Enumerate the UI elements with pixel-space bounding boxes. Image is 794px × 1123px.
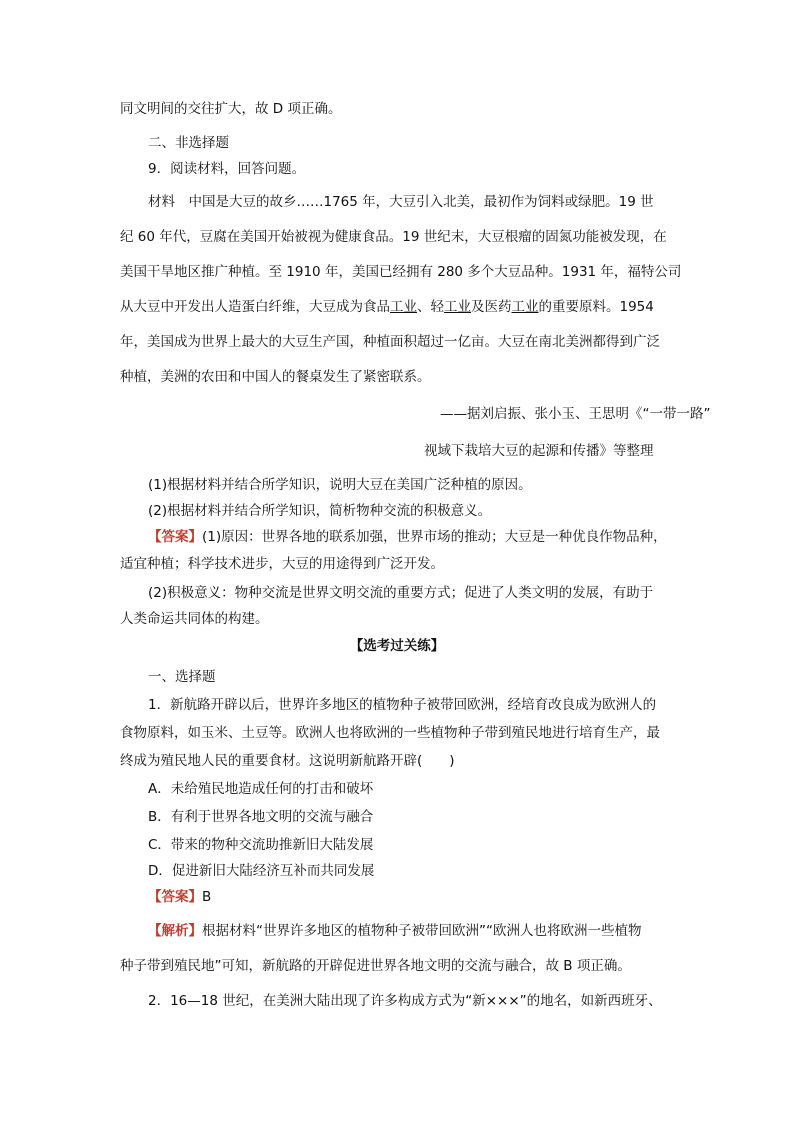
question-1-line-1: 1．新航路开辟以后，世界许多地区的植物种子被带回欧洲，经培育改良成为欧洲人的 [148,697,657,713]
material-line-3: 美国干旱地区推广种植。至 1910 年，美国已经拥有 280 多个大豆品种。1931 年，福特公司 [120,264,682,280]
option-c: C．带来的物种交流助推新旧大陆发展 [148,837,374,853]
answer-text-1: (1)原因：世界各地的联系加强，世界市场的推动；大豆是一种优良作物品种， [202,529,667,545]
question-1-line-2: 食物原料，如玉米、土豆等。欧洲人也将欧洲的一些植物种子带到殖民地进行培育生产，最 [120,725,660,741]
citation-line-2: 视域下栽培大豆的起源和传播》等整理 [424,443,654,459]
answer-line-1 [148,528,667,546]
citation-line-1: ——据刘启振、张小玉、王思明《“一带一路” [440,406,711,422]
answer-1-line [148,888,211,906]
answer-tag: 【答案】 [148,529,202,545]
analysis-line-1 [148,922,641,940]
question-9-stem: 9．阅读材料，回答问题。 [148,161,306,177]
section-heading-choice: 一、选择题 [148,669,216,685]
material-line-6: 种植，美洲的农田和中国人的餐桌发生了紧密联系。 [120,369,431,385]
answer-1-value: B [202,889,212,905]
analysis-tag: 【解析】 [148,923,202,939]
section-title-practice: 【选考过关练】 [349,638,445,654]
analysis-text-1: 根据材料“世界许多地区的植物种子被带回欧洲”“欧洲人也将欧洲一些植物 [202,923,642,939]
material-line-4-u3: 工业 [511,299,539,315]
material-line-4-a: 从大豆中开发出人造蛋白纤维，大豆成为食品 [120,299,390,315]
material-line-4-d: 的重要原料。1954 [538,299,654,315]
question-2-line-1: 2．16—18 世纪，在美洲大陆出现了许多构成方式为“新×××”的地名，如新西班牙、 [148,993,662,1009]
material-line-4-u1: 工业 [390,299,417,315]
answer-line-3: (2)积极意义：物种交流是世界文明交流的重要方式；促进了人类文明的发展，有助于 [148,585,654,601]
section-heading-non-choice: 二、非选择题 [148,135,229,151]
option-d: D．促进新旧大陆经济互补而共同发展 [148,863,375,879]
material-line-2: 纪 60 年代，豆腐在美国开始被视为健康食品。19 世纪末，大豆根瘤的固氮功能被发现，在 [120,229,667,245]
option-a: A．未给殖民地造成任何的打击和破坏 [148,781,374,797]
answer-line-2: 适宜种植；科学技术进步，大豆的用途得到广泛开发。 [120,556,444,572]
answer-line-4: 人类命运共同体的构建。 [120,611,269,627]
analysis-line-2: 种子带到殖民地”可知，新航路的开辟促进世界各地文明的交流与融合，故 B 项正确。 [120,958,631,974]
material-line-4-u2: 工业 [444,299,471,315]
material-line-1: 材料 中国是大豆的故乡……1765 年，大豆引入北美，最初作为饲料或绿肥。19 世 [148,194,654,210]
question-1-line-3: 终成为殖民地人民的重要食材。这说明新航路开辟( ) [120,753,455,769]
answer-1-tag: 【答案】 [148,889,202,905]
text-line-1: 同文明间的交往扩大，故 D 项正确。 [120,101,342,117]
sub-question-2: (2)根据材料并结合所学知识，简析物种交流的积极意义。 [148,503,492,519]
material-line-4-b: 、轻 [417,299,444,315]
material-line-5: 年，美国成为世界上最大的大豆生产国，种植面积超过一亿亩。大豆在南北美洲都得到广泛 [120,334,660,350]
material-line-4 [120,298,654,316]
material-line-4-c: 及医药 [471,299,512,315]
sub-question-1: (1)根据材料并结合所学知识，说明大豆在美国广泛种植的原因。 [148,477,532,493]
option-b: B．有利于世界各地文明的交流与融合 [148,809,374,825]
